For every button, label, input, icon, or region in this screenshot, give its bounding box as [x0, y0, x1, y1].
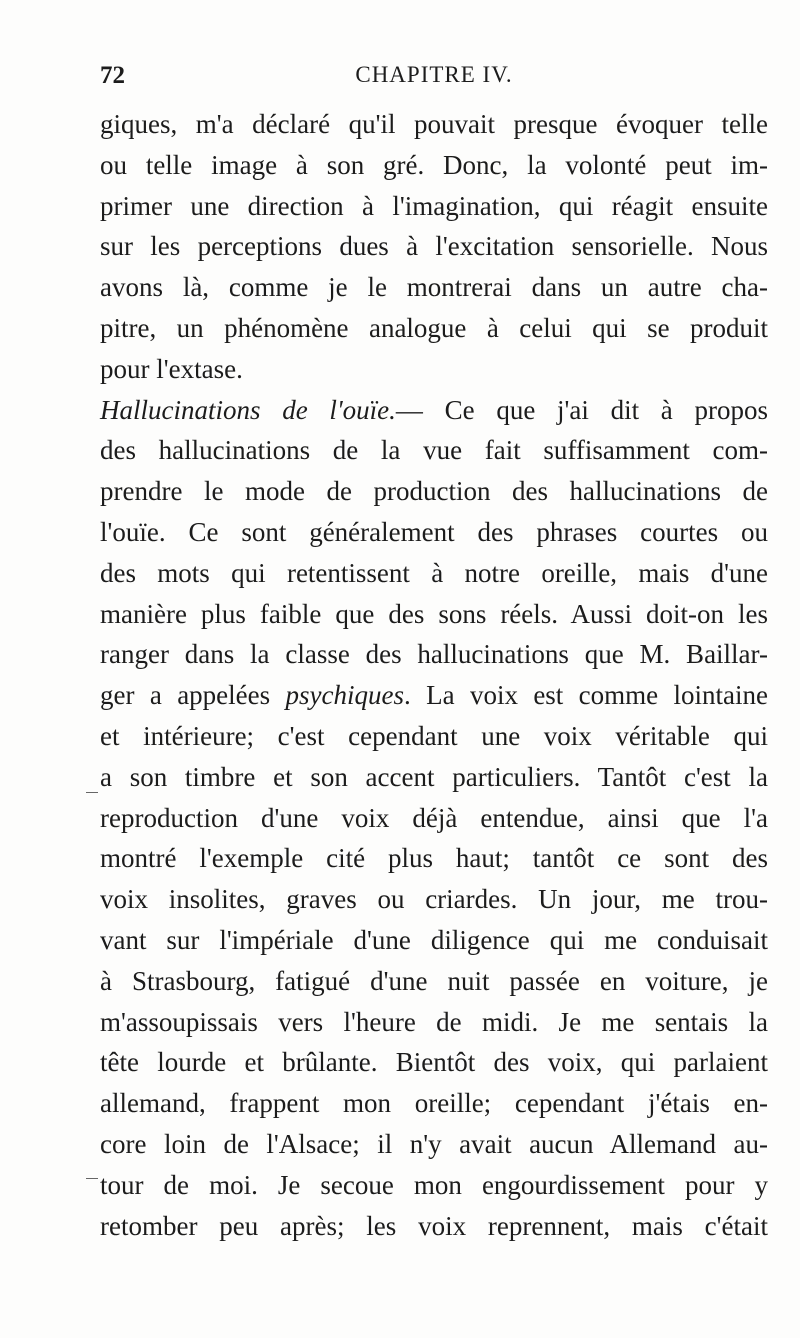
running-head: [100, 62, 768, 96]
text-line: montré l'exemple cité plus haut; tantôt ce sont des: [100, 843, 768, 874]
text-line: des hallucinations de la vue fait suffisamment com-: [100, 435, 768, 466]
margin-mark: [86, 792, 98, 793]
margin-mark: [86, 1178, 98, 1179]
text-line: l'ouïe. Ce sont généralement des phrases courtes ou: [100, 516, 768, 547]
text-line: prendre le mode de production des hallucinations de: [100, 476, 768, 507]
text-line: des mots qui retentissent à notre oreille, mais d'une: [100, 557, 768, 588]
text-line: voix insolites, graves ou criardes. Un jour, me trou-: [100, 884, 768, 915]
text-line: ou telle image à son gré. Donc, la volonté peut im-: [100, 149, 768, 180]
text-line: avons là, comme je le montrerai dans un autre cha-: [100, 272, 768, 303]
text-line: tour de moi. Je secoue mon engourdissement pour y: [100, 1169, 768, 1200]
page-number: 72: [100, 62, 125, 89]
text-line: à Strasbourg, fatigué d'une nuit passée en voiture, je: [100, 965, 768, 996]
italic-term: psychiques: [285, 680, 404, 711]
chapter-title: CHAPITRE IV.: [355, 62, 513, 87]
text-line: reproduction d'une voix déjà entendue, ainsi que l'a: [100, 802, 768, 833]
body-text: [100, 104, 768, 1246]
text-line: primer une direction à l'imagination, qui réagit ensuite: [100, 190, 768, 221]
text-line: et intérieure; c'est cependant une voix véritable qui: [100, 720, 768, 751]
text-line: pour l'extase.: [100, 353, 243, 384]
text-line: allemand, frappent mon oreille; cependant j'étais en-: [100, 1088, 768, 1119]
text-line: manière plus faible que des sons réels. Aussi doit-on les: [100, 598, 768, 629]
text-line: ranger dans la classe des hallucinations que M. Baillar-: [100, 639, 768, 670]
text-line: m'assoupissais vers l'heure de midi. Je me sentais la: [100, 1006, 768, 1037]
section-heading: Hallucinations de l'ouïe.: [100, 394, 396, 425]
text-line: pitre, un phénomène analogue à celui qui se produit: [100, 312, 768, 343]
text-line: retomber peu après; les voix reprennent, mais c'était: [100, 1210, 768, 1241]
text-line: [100, 675, 768, 716]
text-line: giques, m'a déclaré qu'il pouvait presque évoquer telle: [100, 109, 768, 139]
text-line: tête lourde et brûlante. Bientôt des voix, qui parlaient: [100, 1047, 768, 1078]
text-line: sur les perceptions dues à l'excitation sensorielle. Nous: [100, 231, 768, 262]
section-heading-line: [100, 390, 768, 431]
text-line: a son timbre et son accent particuliers. Tantôt c'est la: [100, 761, 768, 792]
text-line: vant sur l'impériale d'une diligence qui me conduisait: [100, 924, 768, 955]
text-span: — Ce que j'ai dit à propos: [395, 394, 768, 425]
text-span: ger a appelées: [100, 680, 286, 711]
text-span: . La voix est comme lointaine: [403, 680, 768, 711]
text-line: core loin de l'Alsace; il n'y avait aucun Allemand au-: [100, 1128, 768, 1159]
